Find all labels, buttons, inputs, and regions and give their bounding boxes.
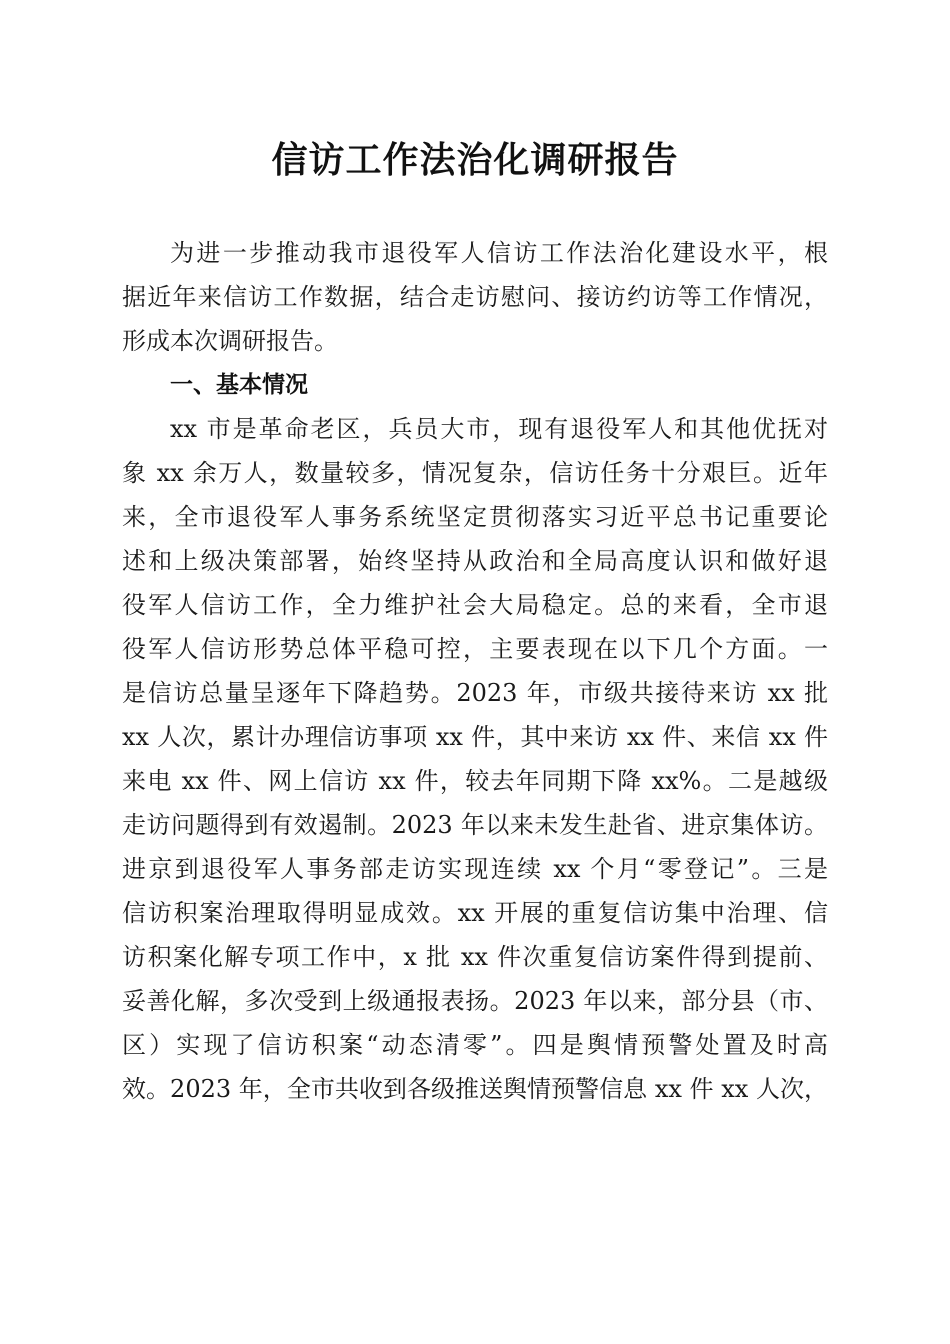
body-line: 区）实现了信访积案“动态清零”。四是舆情预警处置及时高 <box>122 1031 828 1059</box>
body-line: 走访问题得到有效遏制。2023 年以来未发生赴省、进京集体访。 <box>122 811 828 839</box>
body-line: 象 xx 余万人，数量较多，情况复杂，信访任务十分艰巨。近年 <box>122 459 828 487</box>
body-line: 效。2023 年，全市共收到各级推送舆情预警信息 xx 件 xx 人次， <box>122 1075 828 1103</box>
body-line: xx 市是革命老区，兵员大市，现有退役军人和其他优抚对 <box>170 415 828 443</box>
body-line: 妥善化解，多次受到上级通报表扬。2023 年以来，部分县（市、 <box>122 987 828 1015</box>
body-line: xx 人次，累计办理信访事项 xx 件，其中来访 xx 件、来信 xx 件 <box>122 723 828 751</box>
document-title: 信访工作法治化调研报告 <box>271 139 679 181</box>
body-line: 信访积案治理取得明显成效。xx 开展的重复信访集中治理、信 <box>122 899 828 927</box>
body-line: 来，全市退役军人事务系统坚定贯彻落实习近平总书记重要论 <box>122 503 828 531</box>
body-line: 访积案化解专项工作中，x 批 xx 件次重复信访案件得到提前、 <box>122 943 828 971</box>
body-line: 进京到退役军人事务部走访实现连续 xx 个月“零登记”。三是 <box>122 855 828 883</box>
section-heading: 一、基本情况 <box>170 372 308 398</box>
body-line: 役军人信访形势总体平稳可控，主要表现在以下几个方面。一 <box>122 635 828 663</box>
body-line: 述和上级决策部署，始终坚持从政治和全局高度认识和做好退 <box>122 547 828 575</box>
body-line: 来电 xx 件、网上信访 xx 件，较去年同期下降 xx%。二是越级 <box>122 767 828 795</box>
intro-line: 形成本次调研报告。 <box>122 327 338 355</box>
body-line: 是信访总量呈逐年下降趋势。2023 年，市级共接待来访 xx 批 <box>122 679 828 707</box>
intro-line: 据近年来信访工作数据，结合走访慰问、接访约访等工作情况， <box>122 283 828 311</box>
intro-line: 为进一步推动我市退役军人信访工作法治化建设水平，根 <box>170 239 828 267</box>
body-line: 役军人信访工作，全力维护社会大局稳定。总的来看，全市退 <box>122 591 828 619</box>
